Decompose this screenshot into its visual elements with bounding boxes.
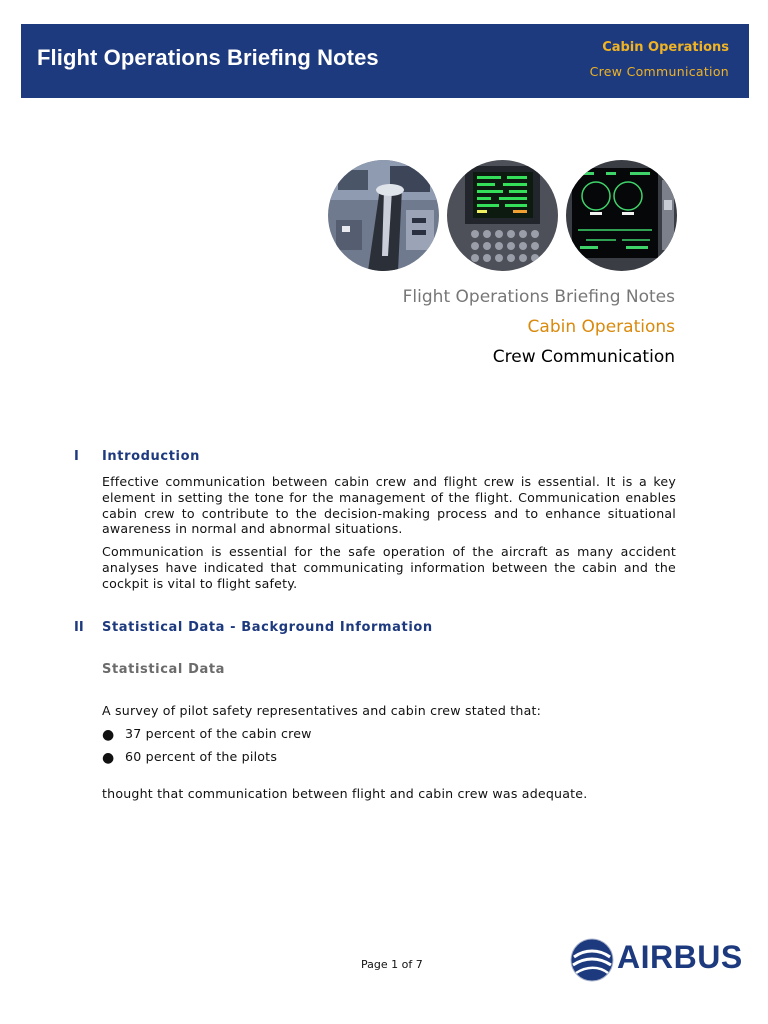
airbus-globe-icon (569, 937, 615, 983)
list-item-text: 60 percent of the pilots (125, 749, 278, 764)
survey-conclusion-text: thought that communication between flight and cabin crew was adequate. (102, 786, 588, 801)
cockpit-photo-mcdu (447, 160, 558, 271)
cockpit-photo-display (566, 160, 677, 271)
intro-paragraph-1: Effective communication between cabin crew and flight crew is essential. It is a key element in setting the tone for the management of the flight. Communication enables cabin crew to contribute to the decision-making process and to enhance situational awareness in normal and abnormal situations. (102, 474, 676, 537)
list-item-text: 37 percent of the cabin crew (125, 726, 312, 741)
section-heading-statistical-data: Statistical Data - Background Information (102, 620, 433, 635)
cockpit-photo-throttle (328, 160, 439, 271)
section-number: II (74, 620, 84, 635)
page-number: Page 1 of 7 (361, 958, 423, 971)
survey-intro-text: A survey of pilot safety representatives and cabin crew stated that: (102, 703, 542, 718)
cover-category: Cabin Operations (527, 317, 675, 337)
cover-title: Flight Operations Briefing Notes (402, 287, 675, 307)
document-title: Flight Operations Briefing Notes (37, 45, 379, 70)
header-topic: Crew Communication (589, 64, 729, 79)
section-number: I (74, 449, 79, 464)
cockpit-photos (328, 160, 678, 273)
intro-paragraph-2: Communication is essential for the safe operation of the aircraft as many accident analyses have indicated that communicating information between the cabin and the cockpit is vital to flight safety. (102, 544, 676, 591)
subheading-statistical-data: Statistical Data (102, 662, 226, 677)
header-category: Cabin Operations (602, 40, 729, 55)
section-heading-introduction: Introduction (102, 449, 200, 464)
cover-topic: Crew Communication (492, 347, 675, 367)
airbus-logo-text: AIRBUS (617, 939, 743, 975)
header-banner (21, 24, 749, 98)
bullet-icon: ● (102, 727, 115, 743)
bullet-icon: ● (102, 750, 115, 766)
airbus-logo (569, 937, 759, 983)
